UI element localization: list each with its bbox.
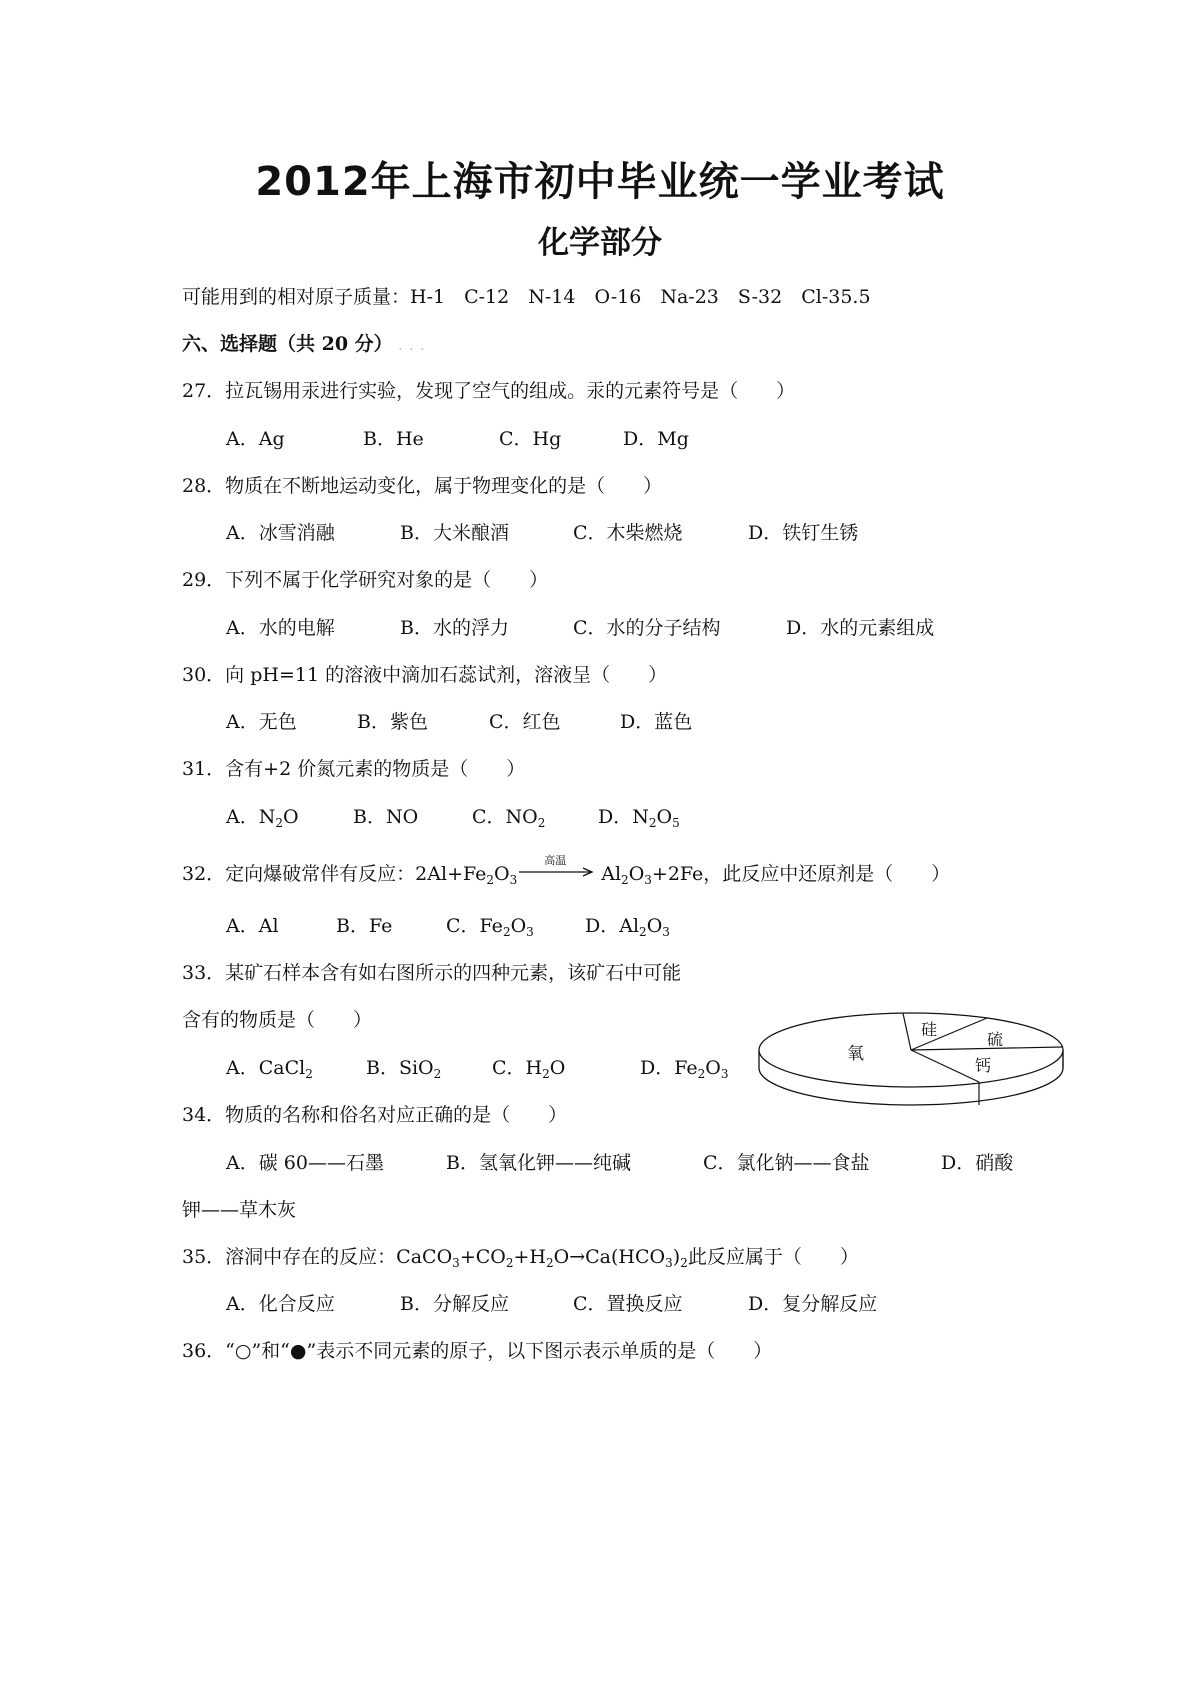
q28-stem: 28．物质在不断地运动变化，属于物理变化的是（ ） xyxy=(182,475,663,497)
q34-stem: 34．物质的名称和俗名对应正确的是（ ） xyxy=(182,1104,568,1126)
q31-option-b: B．NO xyxy=(353,806,419,828)
mass-cl: Cl-35.5 xyxy=(801,286,871,308)
q29-stem: 29．下列不属于化学研究对象的是（ ） xyxy=(182,569,549,591)
q29-option-d: D．水的元素组成 xyxy=(786,617,935,639)
q27-option-d: D．Mg xyxy=(623,428,689,450)
mass-na: Na-23 xyxy=(660,286,719,308)
section-heading xyxy=(182,331,426,361)
q28-option-c: C．木柴燃烧 xyxy=(573,522,683,544)
mass-n: N-14 xyxy=(528,286,576,308)
q27-option-a: A．Ag xyxy=(226,428,285,450)
q33-stem-line1: 33．某矿石样本含有如右图所示的四种元素，该矿石中可能 xyxy=(182,962,682,984)
q32-option-c: C．$Fe_2O_3$ xyxy=(446,915,534,939)
q34-option-a: A．碳 60——石墨 xyxy=(226,1152,384,1174)
q33-option-d: D．$Fe_2O_3$ xyxy=(640,1057,729,1081)
q32-option-a: A．Al xyxy=(226,915,279,937)
q34-option-b: B．氢氧化钾——纯碱 xyxy=(446,1152,631,1174)
q28-option-d: D．铁钉生锈 xyxy=(748,522,859,544)
q31-option-c: C．$NO_2$ xyxy=(472,806,546,830)
q35-stem: 35．溶洞中存在的反应：$CaCO_3+CO_2+H_2O\to Ca(HCO_3)_2$此反应属于（ ） xyxy=(182,1246,859,1270)
q34-option-d: D．硝酸 xyxy=(941,1152,1014,1174)
reaction-arrow xyxy=(519,854,599,882)
mass-h: H-1 xyxy=(410,286,446,308)
q28-option-b: B．大米酿酒 xyxy=(400,522,509,544)
q30-option-d: D．蓝色 xyxy=(620,711,693,733)
pie-label-silicon: 硅 xyxy=(921,1020,938,1039)
q29-option-c: C．水的分子结构 xyxy=(573,617,721,639)
q31-stem: 31．含有+2 价氮元素的物质是（ ） xyxy=(182,758,526,780)
q32-stem: 32．定向爆破常伴有反应：$2Al+Fe_2O_3$ 高温 $Al_2O_3+2Fe$，此反应中还原剂是（ ） xyxy=(182,861,950,887)
q27-option-c: C．Hg xyxy=(499,428,562,450)
pie-label-sulfur: 硫 xyxy=(987,1030,1004,1049)
q31-option-d: D．$N_2O_5$ xyxy=(598,806,680,830)
section-heading-text: 六、选择题（共 20 分） xyxy=(182,333,393,355)
q33-option-c: C．$H_2O$ xyxy=(492,1057,566,1081)
atomic-masses-line xyxy=(182,284,871,310)
section-trailing-marks: . . . xyxy=(398,342,427,353)
arrow-right-icon xyxy=(519,866,599,878)
atomic-masses-label: 可能用到的相对原子质量： xyxy=(182,286,411,308)
q35-option-d: D．复分解反应 xyxy=(748,1293,878,1315)
mass-o: O-16 xyxy=(594,286,642,308)
q35-option-a: A．化合反应 xyxy=(226,1293,335,1315)
q30-option-c: C．红色 xyxy=(489,711,561,733)
q30-option-a: A．无色 xyxy=(226,711,297,733)
q35-option-c: C．置换反应 xyxy=(573,1293,683,1315)
pie-label-oxygen: 氧 xyxy=(847,1044,864,1064)
q33-stem-line2: 含有的物质是（ ） xyxy=(182,1009,373,1031)
q30-stem: 30．向 pH=11 的溶液中滴加石蕊试剂，溶液呈（ ） xyxy=(182,664,668,686)
exam-subtitle: 化学部分 xyxy=(538,225,662,261)
q27-option-b: B．He xyxy=(363,428,424,450)
q32-option-b: B．Fe xyxy=(336,915,393,937)
q34-option-d-continued: 钾——草木灰 xyxy=(182,1199,297,1221)
element-pie-diagram xyxy=(755,1005,1075,1125)
q33-option-b: B．SiO$_2$ xyxy=(366,1057,442,1081)
reaction-condition: 高温 xyxy=(544,854,567,867)
mass-s: S-32 xyxy=(737,286,783,308)
q36-stem: 36．“○”和“●”表示不同元素的原子，以下图示表示单质的是（ ） xyxy=(182,1340,773,1362)
q29-option-b: B．水的浮力 xyxy=(400,617,509,639)
q28-option-a: A．冰雪消融 xyxy=(226,522,335,544)
q27-stem: 27．拉瓦锡用汞进行实验，发现了空气的组成。汞的元素符号是（ ） xyxy=(182,380,796,402)
q29-option-a: A．水的电解 xyxy=(226,617,335,639)
q33-option-a: A．CaCl$_2$ xyxy=(226,1057,313,1081)
exam-title: 2012年上海市初中毕业统一学业考试 xyxy=(255,159,945,205)
mass-c: C-12 xyxy=(464,286,510,308)
q32-option-d: D．$Al_2O_3$ xyxy=(585,915,670,939)
pie-label-calcium: 钙 xyxy=(975,1056,992,1075)
q35-option-b: B．分解反应 xyxy=(400,1293,509,1315)
q31-option-a: A．$N_2O$ xyxy=(226,806,299,830)
q30-option-b: B．紫色 xyxy=(357,711,428,733)
q34-option-c: C．氯化钠——食盐 xyxy=(703,1152,870,1174)
